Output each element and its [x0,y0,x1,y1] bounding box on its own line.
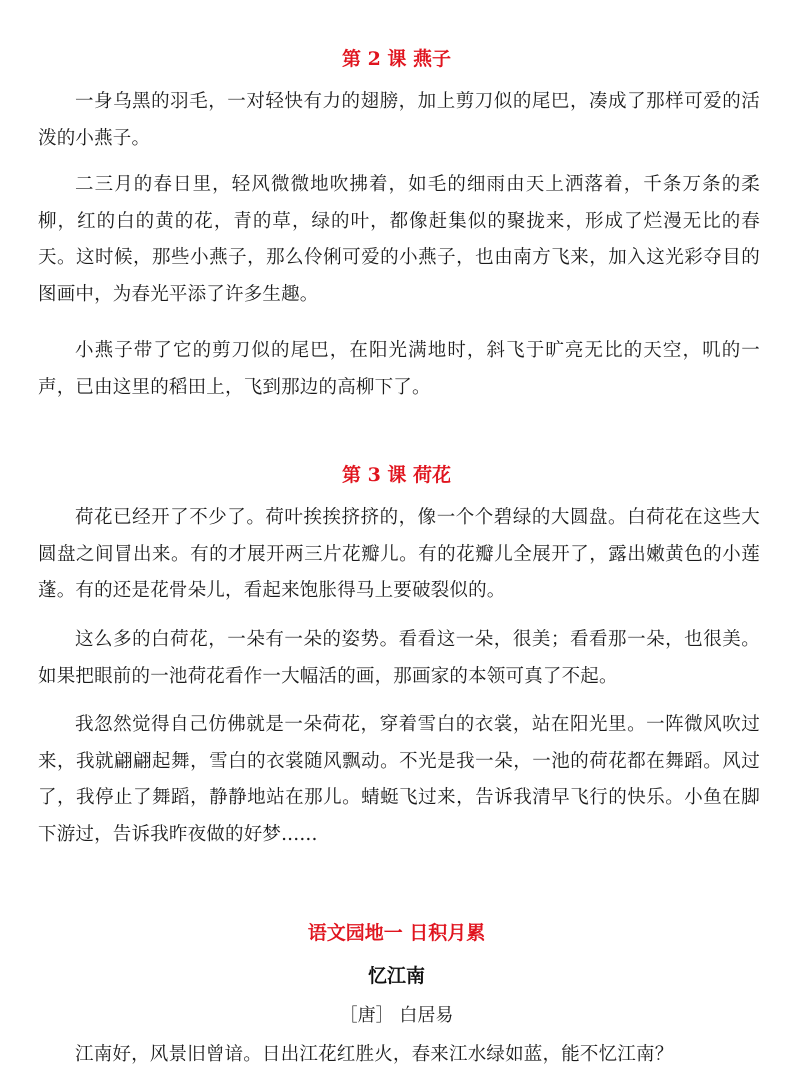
lesson-3-title: 第 3 课 荷花 [341,464,452,486]
lesson-3-paragraph-3: 我忽然觉得自己仿佛就是一朵荷花，穿着雪白的衣裳，站在阳光里。一阵微风吹过来，我就翩翩起舞，雪白的衣裳随风飘动。不光是我一朵，一池的荷花都在舞蹈。风过了，我停止了舞蹈，静静地站在那儿。蜻蜓飞过来，告诉我清早飞行的快乐。小鱼在脚下游过，告诉我昨夜做的好梦...... [38,714,760,845]
poem-author: ［唐］ 白居易 [339,1005,454,1026]
lesson-3-paragraph-1: 荷花已经开了不少了。荷叶挨挨挤挤的，像一个个碧绿的大圆盘。白荷花在这些大圆盘之间冒出来。有的才展开两三片花瓣儿。有的花瓣儿全展开了，露出嫩黄色的小莲蓬。有的还是花骨朵儿，看起来饱胀得马上要破裂似的。 [38,507,760,601]
lesson-2-paragraph-1: 一身乌黑的羽毛，一对轻快有力的翅膀，加上剪刀似的尾巴，凑成了那样可爱的活泼的小燕子。 [38,91,760,149]
garden-section-title: 语文园地一 日积月累 [307,922,486,944]
poem-line: 江南好，风景旧曾谙。日出江花红胜火，春来江水绿如蓝，能不忆江南？ [75,1044,674,1065]
lesson-2-title: 第 2 课 燕子 [341,48,452,70]
lesson-3-paragraph-2: 这么多的白荷花，一朵有一朵的姿势。看看这一朵，很美；看看那一朵，也很美。如果把眼前的一池荷花看作一大幅活的画，那画家的本领可真了不起。 [38,629,760,687]
poem-title: 忆江南 [367,965,425,987]
lesson-2-paragraph-3: 小燕子带了它的剪刀似的尾巴，在阳光满地时，斜飞于旷亮无比的天空，叽的一声，已由这里的稻田上，飞到那边的高柳下了。 [38,340,760,398]
lesson-2-paragraph-2: 二三月的春日里，轻风微微地吹拂着，如毛的细雨由天上洒落着，千条万条的柔柳，红的白的黄的花，青的草，绿的叶，都像赶集似的聚拢来，形成了烂漫无比的春天。这时候，那些小燕子，那么伶俐可爱的小燕子，也由南方飞来，加入这光彩夺目的图画中，为春光平添了许多生趣。 [38,174,760,305]
